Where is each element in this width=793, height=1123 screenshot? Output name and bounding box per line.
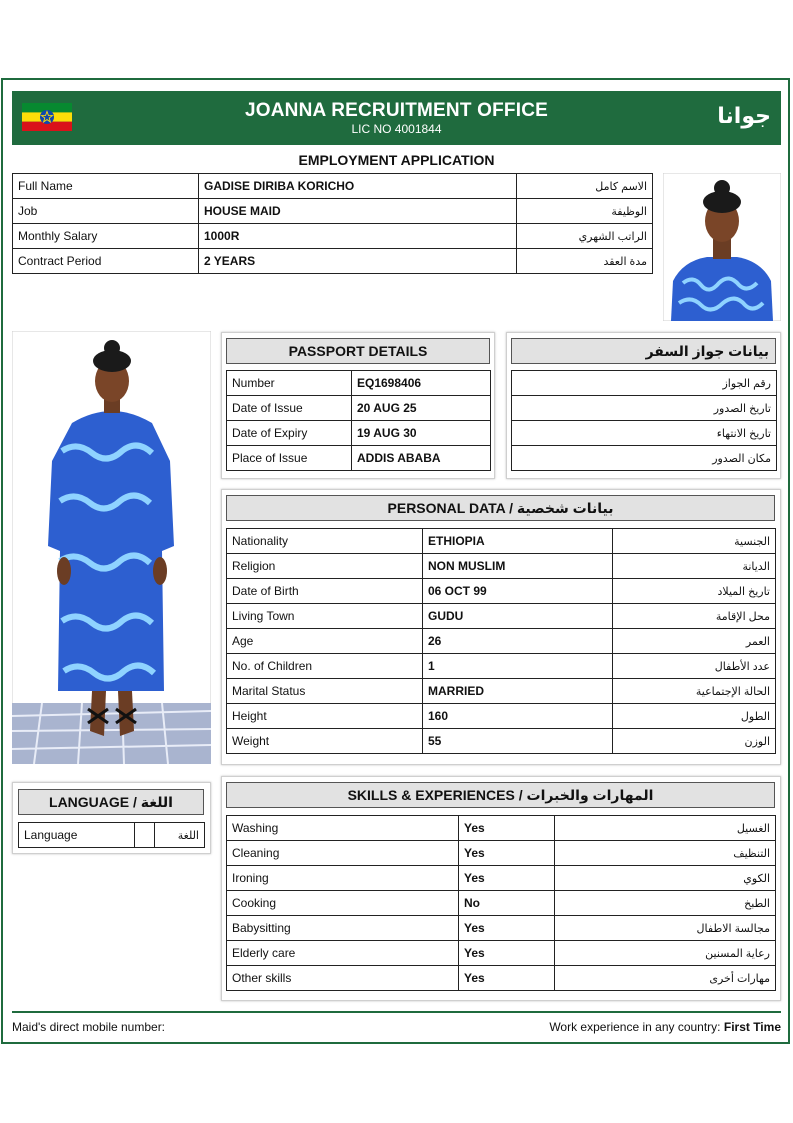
skill-label: Other skills [227, 966, 459, 991]
table-row [512, 371, 777, 396]
summary-label-ar: الراتب الشهري [517, 224, 653, 249]
personal-value: NON MUSLIM [423, 554, 613, 579]
personal-data-table [226, 528, 776, 754]
passport-heading-ar: بيانات جواز السفر [511, 338, 776, 364]
personal-label: Living Town [227, 604, 423, 629]
portrait-photo [663, 173, 781, 321]
personal-value: GUDU [423, 604, 613, 629]
personal-label: Age [227, 629, 423, 654]
summary-label-ar: مدة العقد [517, 249, 653, 274]
personal-value: 1 [423, 654, 613, 679]
personal-value: MARRIED [423, 679, 613, 704]
header-banner [12, 91, 781, 145]
summary-table [12, 173, 653, 274]
skill-label: Cleaning [227, 841, 459, 866]
skill-label-ar: الطبخ [555, 891, 776, 916]
personal-value: 160 [423, 704, 613, 729]
skills-heading: SKILLS & EXPERIENCES / المهارات والخبرات [226, 782, 775, 808]
application-title: EMPLOYMENT APPLICATION [298, 152, 495, 168]
table-row [512, 421, 777, 446]
passport-value: 19 AUG 30 [352, 421, 491, 446]
table-row [227, 421, 491, 446]
skill-label-ar: التنظيف [555, 841, 776, 866]
personal-label-ar: الطول [613, 704, 776, 729]
summary-label: Contract Period [13, 249, 199, 274]
personal-label: Weight [227, 729, 423, 754]
personal-label: Date of Birth [227, 579, 423, 604]
table-row [227, 704, 776, 729]
personal-label: No. of Children [227, 654, 423, 679]
personal-label-ar: الجنسية [613, 529, 776, 554]
personal-label-ar: الحالة الإجتماعية [613, 679, 776, 704]
passport-label-ar: تاريخ الانتهاء [512, 421, 777, 446]
table-row [227, 371, 491, 396]
personal-value: 55 [423, 729, 613, 754]
table-row [227, 679, 776, 704]
passport-label-ar: مكان الصدور [512, 446, 777, 471]
personal-label: Nationality [227, 529, 423, 554]
passport-label: Date of Issue [227, 396, 352, 421]
table-row [227, 841, 776, 866]
table-row [512, 396, 777, 421]
skill-label: Ironing [227, 866, 459, 891]
passport-table-ar [511, 370, 777, 471]
language-label-ar: اللغة [155, 823, 205, 848]
skill-value: Yes [459, 866, 555, 891]
skill-value: Yes [459, 941, 555, 966]
skill-label-ar: مجالسة الاطفال [555, 916, 776, 941]
table-row [227, 554, 776, 579]
passport-heading: PASSPORT DETAILS [226, 338, 490, 364]
passport-label: Date of Expiry [227, 421, 352, 446]
passport-label: Number [227, 371, 352, 396]
personal-label-ar: محل الإقامة [613, 604, 776, 629]
table-row [227, 446, 491, 471]
personal-label-ar: العمر [613, 629, 776, 654]
skill-value: Yes [459, 816, 555, 841]
passport-label-ar: رقم الجواز [512, 371, 777, 396]
office-title: JOANNA RECRUITMENT OFFICE [244, 100, 549, 121]
skill-label: Babysitting [227, 916, 459, 941]
personal-label-ar: الديانة [613, 554, 776, 579]
language-value [135, 823, 155, 848]
language-table [18, 822, 205, 848]
table-row [227, 654, 776, 679]
summary-label-ar: الاسم كامل [517, 174, 653, 199]
table-row [512, 446, 777, 471]
summary-label-ar: الوظيفة [517, 199, 653, 224]
table-row [13, 199, 653, 224]
personal-label: Religion [227, 554, 423, 579]
personal-value: 06 OCT 99 [423, 579, 613, 604]
personal-label-ar: تاريخ الميلاد [613, 579, 776, 604]
table-row [227, 604, 776, 629]
personal-value: ETHIOPIA [423, 529, 613, 554]
table-row [227, 941, 776, 966]
work-experience [549, 1020, 781, 1034]
passport-table [226, 370, 491, 471]
skill-label-ar: الكوي [555, 866, 776, 891]
table-row [227, 866, 776, 891]
table-row [227, 729, 776, 754]
passport-label-ar: تاريخ الصدور [512, 396, 777, 421]
personal-label: Marital Status [227, 679, 423, 704]
skill-value: No [459, 891, 555, 916]
table-row [227, 579, 776, 604]
table-row [227, 529, 776, 554]
skill-label-ar: الغسيل [555, 816, 776, 841]
footer-divider [12, 1011, 781, 1013]
skill-value: Yes [459, 916, 555, 941]
license-number: LIC NO 4001844 [351, 122, 442, 136]
office-arabic-name: جوانا [717, 103, 771, 128]
skills-table [226, 815, 776, 991]
table-row [227, 396, 491, 421]
skill-label-ar: رعاية المسنين [555, 941, 776, 966]
skill-value: Yes [459, 966, 555, 991]
table-row [13, 224, 653, 249]
work-experience-label: Work experience in any country: [549, 1020, 721, 1034]
skill-label: Elderly care [227, 941, 459, 966]
summary-label: Full Name [13, 174, 199, 199]
summary-value: 1000R [199, 224, 517, 249]
language-label: Language [19, 823, 135, 848]
summary-value: GADISE DIRIBA KORICHO [199, 174, 517, 199]
skill-label-ar: مهارات أخرى [555, 966, 776, 991]
full-body-photo [12, 331, 211, 764]
passport-value: EQ1698406 [352, 371, 491, 396]
table-row [227, 629, 776, 654]
table-row [13, 249, 653, 274]
skill-label: Cooking [227, 891, 459, 916]
table-row [19, 823, 205, 848]
table-row [227, 916, 776, 941]
personal-value: 26 [423, 629, 613, 654]
personal-label-ar: الوزن [613, 729, 776, 754]
skill-label: Washing [227, 816, 459, 841]
personal-label-ar: عدد الأطفال [613, 654, 776, 679]
work-experience-value: First Time [723, 1020, 781, 1034]
personal-label: Height [227, 704, 423, 729]
table-row [227, 966, 776, 991]
passport-label: Place of Issue [227, 446, 352, 471]
language-heading: LANGUAGE / اللغة [18, 789, 204, 815]
passport-value: ADDIS ABABA [352, 446, 491, 471]
passport-value: 20 AUG 25 [352, 396, 491, 421]
personal-data-heading: PERSONAL DATA / بيانات شخصية [226, 495, 775, 521]
summary-value: HOUSE MAID [199, 199, 517, 224]
skill-value: Yes [459, 841, 555, 866]
summary-value: 2 YEARS [199, 249, 517, 274]
mobile-number-label: Maid's direct mobile number: [12, 1020, 166, 1034]
table-row [13, 174, 653, 199]
table-row [227, 891, 776, 916]
table-row [227, 816, 776, 841]
summary-label: Monthly Salary [13, 224, 199, 249]
summary-label: Job [13, 199, 199, 224]
